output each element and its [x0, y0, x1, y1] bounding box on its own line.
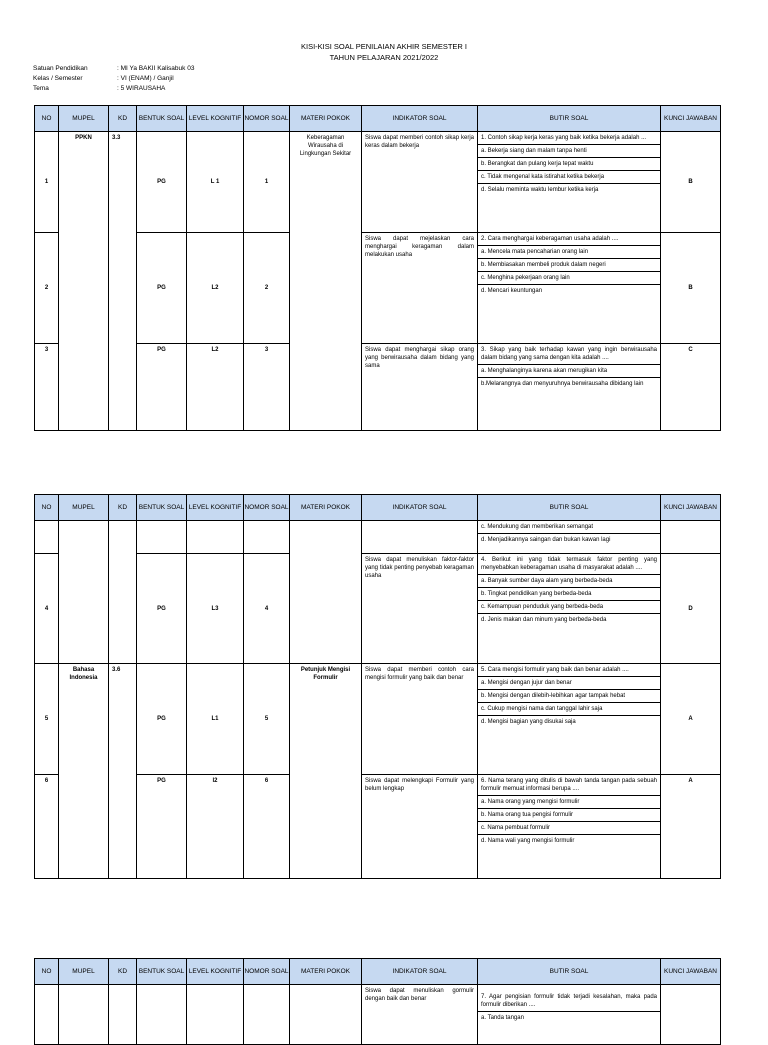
col-header-materi-pokok: MATERI POKOK	[290, 495, 362, 521]
meta-label: Kelas / Semester	[33, 75, 83, 82]
cell-no	[35, 985, 59, 1045]
cell-kunci-jawaban: D	[661, 554, 721, 664]
cell-kunci-jawaban	[661, 521, 721, 554]
col-header-butir-soal: BUTIR SOAL	[478, 959, 661, 985]
cell-mupel: PPKN	[59, 132, 109, 431]
butir-option: a. Mencela mata pencaharian orang lain	[478, 246, 660, 259]
cell-no: 4	[35, 554, 59, 664]
kisi-table-3	[34, 958, 721, 1045]
col-header-kunci-jawaban: KUNCI JAWABAN	[661, 495, 721, 521]
cell-level-kognitif: l2	[187, 775, 244, 879]
meta-value: : MI Ya BAKII Kalisabuk 03	[117, 65, 195, 72]
butir-option: c. Menghina pekerjaan orang lain	[478, 272, 660, 285]
col-header-materi-pokok: MATERI POKOK	[290, 106, 362, 132]
meta-label: Tema	[33, 85, 49, 92]
cell-no: 6	[35, 775, 59, 879]
col-header-kd: KD	[109, 959, 137, 985]
meta-value: : 5 WIRAUSAHA	[117, 85, 166, 92]
table-header-row	[35, 959, 721, 985]
col-header-indikator-soal: INDIKATOR SOAL	[362, 959, 478, 985]
cell-no	[35, 521, 59, 554]
cell-materi-pokok: Keberagaman Wirausaha di Lingkungan Sekitar	[290, 132, 362, 431]
butir-option: b. Mengisi dengan dilebih-lebihkan agar tampak hebat	[478, 690, 660, 703]
cell-level-kognitif: L2	[187, 233, 244, 344]
butir-question: 4. Berikut ini yang tidak termasuk faktor penting yang menyebabkan keberagaman usaha di masyarakat adalah ....	[478, 554, 660, 575]
col-header-no: NO	[35, 495, 59, 521]
meta-kelas	[33, 74, 174, 83]
col-header-level-kognitif: LEVEL KOGNITIF	[187, 959, 244, 985]
cell-level-kognitif	[187, 521, 244, 554]
cell-butir-soal	[478, 233, 661, 344]
col-header-kunci-jawaban: KUNCI JAWABAN	[661, 106, 721, 132]
cell-nomor-soal: 3	[244, 344, 290, 431]
cell-level-kognitif: L 1	[187, 132, 244, 233]
cell-indikator-soal: Siswa dapat menuliskan gormulir dengan baik dan benar	[362, 985, 478, 1045]
cell-materi-pokok	[290, 521, 362, 664]
butir-option: b. Membiasakan membeli produk dalam negeri	[478, 259, 660, 272]
cell-kunci-jawaban: B	[661, 132, 721, 233]
butir-option: d. Mencari keuntungan	[481, 288, 543, 294]
col-header-no: NO	[35, 106, 59, 132]
cell-no: 1	[35, 132, 59, 233]
col-header-bentuk-soal: BENTUK SOAL	[137, 495, 187, 521]
col-header-level-kognitif: LEVEL KOGNITIF	[187, 106, 244, 132]
cell-bentuk-soal: PG	[137, 233, 187, 344]
cell-indikator-soal: Siswa dapat menuliskan faktor-faktor yang tidak penting penyebab keragaman usaha	[362, 554, 478, 664]
butir-option: a. Menghalanginya karena akan merugikan kita	[478, 365, 660, 378]
col-header-nomor-soal: NOMOR SOAL	[244, 106, 290, 132]
butir-option: b. Berangkat dan pulang kerja tepat waktu	[478, 158, 660, 171]
cell-level-kognitif	[187, 985, 244, 1045]
cell-bentuk-soal: PG	[137, 132, 187, 233]
cell-no: 3	[35, 344, 59, 431]
cell-kunci-jawaban: C	[661, 344, 721, 431]
cell-kd	[109, 985, 137, 1045]
col-header-nomor-soal: NOMOR SOAL	[244, 959, 290, 985]
col-header-kd: KD	[109, 495, 137, 521]
cell-butir-soal	[478, 344, 661, 431]
cell-kd: 3.6	[109, 664, 137, 879]
cell-butir-soal	[478, 985, 661, 1045]
cell-bentuk-soal: PG	[137, 664, 187, 775]
cell-nomor-soal: 5	[244, 664, 290, 775]
cell-mupel	[59, 985, 109, 1045]
cell-no: 2	[35, 233, 59, 344]
butir-option: c. Kemampuan penduduk yang berbeda-beda	[478, 601, 660, 614]
kisi-table-1	[34, 105, 721, 431]
col-header-kunci-jawaban: KUNCI JAWABAN	[661, 959, 721, 985]
cell-butir-soal	[478, 775, 661, 879]
cell-indikator-soal	[362, 521, 478, 554]
butir-option: c. Mendukung dan memberikan semangat	[478, 521, 660, 534]
cell-kunci-jawaban: B	[661, 233, 721, 344]
cell-nomor-soal: 6	[244, 775, 290, 879]
butir-option: a. Mengisi dengan jujur dan benar	[478, 677, 660, 690]
cell-nomor-soal: 2	[244, 233, 290, 344]
butir-option: a. Bekerja siang dan malam tanpa henti	[478, 145, 660, 158]
butir-question: 5. Cara mengisi formulir yang baik dan benar adalah ....	[478, 664, 660, 677]
cell-indikator-soal: Siswa dapat menghargai sikap orang yang berwirausaha dalam bidang yang sama	[362, 344, 478, 431]
col-header-bentuk-soal: BENTUK SOAL	[137, 106, 187, 132]
cell-bentuk-soal	[137, 521, 187, 554]
table-header-row	[35, 106, 721, 132]
cell-butir-soal	[478, 554, 661, 664]
cell-level-kognitif: L2	[187, 344, 244, 431]
cell-kd	[109, 521, 137, 664]
butir-question: 1. Contoh sikap kerja keras yang baik ketika bekerja adalah ...	[478, 132, 660, 145]
table-row	[35, 554, 721, 664]
table-row	[35, 775, 721, 879]
table-row	[35, 664, 721, 775]
butir-option: c. Tidak mengenal kata istirahat ketika bekerja	[478, 171, 660, 184]
cell-butir-soal	[478, 664, 661, 775]
cell-bentuk-soal	[137, 985, 187, 1045]
kisi-table-2	[34, 494, 721, 879]
meta-value: : VI (ENAM) / Ganjil	[117, 75, 174, 82]
table-row	[35, 233, 721, 344]
table-row	[35, 521, 721, 554]
cell-materi-pokok	[290, 985, 362, 1045]
butir-option: b.Melarangnya dan menyuruhnya berwirausaha dibidang lain	[481, 381, 644, 387]
cell-indikator-soal: Siswa dapat memberi contoh sikap kerja keras dalam bekerja	[362, 132, 478, 233]
cell-bentuk-soal: PG	[137, 344, 187, 431]
butir-question: 6. Nama terang yang ditulis di bawah tanda tangan pada sebuah formulir memuat informasi berupa ....	[478, 775, 660, 796]
butir-option: c. Cukup mengisi nama dan tanggal lahir saja	[478, 703, 660, 716]
cell-bentuk-soal: PG	[137, 554, 187, 664]
butir-question: 7. Agar pengisian formulir tidak terjadi kesalahan, maka pada formulir diberikan ....	[478, 985, 660, 1012]
butir-option: d. Mengisi bagian yang disukai saja	[481, 719, 576, 725]
meta-satuan	[33, 64, 194, 73]
document-title-line-2: TAHUN PELAJARAN 2021/2022	[329, 53, 439, 62]
table-row	[35, 985, 721, 1045]
col-header-mupel: MUPEL	[59, 106, 109, 132]
butir-option: d. Jenis makan dan minum yang berbeda-beda	[481, 617, 607, 623]
butir-option: b. Nama orang tua pengisi formulir	[478, 809, 660, 822]
col-header-bentuk-soal: BENTUK SOAL	[137, 959, 187, 985]
cell-mupel	[59, 521, 109, 664]
butir-question: 2. Cara menghargai keberagaman usaha adalah ....	[478, 233, 660, 246]
cell-bentuk-soal: PG	[137, 775, 187, 879]
cell-mupel: Bahasa Indonesia	[59, 664, 109, 879]
col-header-level-kognitif: LEVEL KOGNITIF	[187, 495, 244, 521]
cell-materi-pokok: Petunjuk Mengisi Formulir	[290, 664, 362, 879]
col-header-butir-soal: BUTIR SOAL	[478, 106, 661, 132]
butir-question: 3. Sikap yang baik terhadap kawan yang ingin berwirausaha dalam bidang yang sama dengan kita adalah ....	[478, 344, 660, 365]
cell-nomor-soal	[244, 521, 290, 554]
cell-indikator-soal: Siswa dapat memberi contoh cara mengisi formulir yang baik dan benar	[362, 664, 478, 775]
col-header-indikator-soal: INDIKATOR SOAL	[362, 495, 478, 521]
cell-level-kognitif: L3	[187, 554, 244, 664]
butir-option: a. Banyak sumber daya alam yang berbeda-beda	[478, 575, 660, 588]
col-header-mupel: MUPEL	[59, 495, 109, 521]
table-row	[35, 344, 721, 431]
cell-kd: 3.3	[109, 132, 137, 431]
butir-option: d. Nama wali yang mengisi formulir	[481, 838, 575, 844]
butir-option: d. Menjadikannya saingan dan bukan kawan lagi	[481, 537, 611, 543]
cell-butir-soal	[478, 521, 661, 554]
cell-level-kognitif: L1	[187, 664, 244, 775]
meta-tema	[33, 84, 165, 93]
col-header-kd: KD	[109, 106, 137, 132]
document-title-line-1: KISI-KISI SOAL PENILAIAN AKHIR SEMESTER I	[300, 42, 468, 51]
col-header-indikator-soal: INDIKATOR SOAL	[362, 106, 478, 132]
col-header-nomor-soal: NOMOR SOAL	[244, 495, 290, 521]
col-header-butir-soal: BUTIR SOAL	[478, 495, 661, 521]
cell-indikator-soal: Siswa dapat melengkapi Formulir yang belum lengkap	[362, 775, 478, 879]
table-row	[35, 132, 721, 233]
cell-nomor-soal: 4	[244, 554, 290, 664]
cell-no: 5	[35, 664, 59, 775]
cell-kunci-jawaban	[661, 985, 721, 1045]
cell-nomor-soal	[244, 985, 290, 1045]
butir-option: d. Selalu meminta waktu lembur ketika kerja	[481, 187, 599, 193]
meta-label: Satuan Pendidikan	[33, 65, 88, 72]
cell-nomor-soal: 1	[244, 132, 290, 233]
cell-kunci-jawaban: A	[661, 775, 721, 879]
butir-option: b. Tingkat pendidikan yang berbeda-beda	[478, 588, 660, 601]
table-header-row	[35, 495, 721, 521]
col-header-mupel: MUPEL	[59, 959, 109, 985]
cell-indikator-soal: Siswa dapat mejelaskan cara menghargai keragaman dalam melakukan usaha	[362, 233, 478, 344]
butir-option: a. Tanda tangan	[481, 1015, 524, 1021]
butir-option: a. Nama orang yang mengisi formulir	[478, 796, 660, 809]
butir-option: c. Nama pembuat formulir	[478, 822, 660, 835]
col-header-no: NO	[35, 959, 59, 985]
col-header-materi-pokok: MATERI POKOK	[290, 959, 362, 985]
cell-butir-soal	[478, 132, 661, 233]
cell-kunci-jawaban: A	[661, 664, 721, 775]
